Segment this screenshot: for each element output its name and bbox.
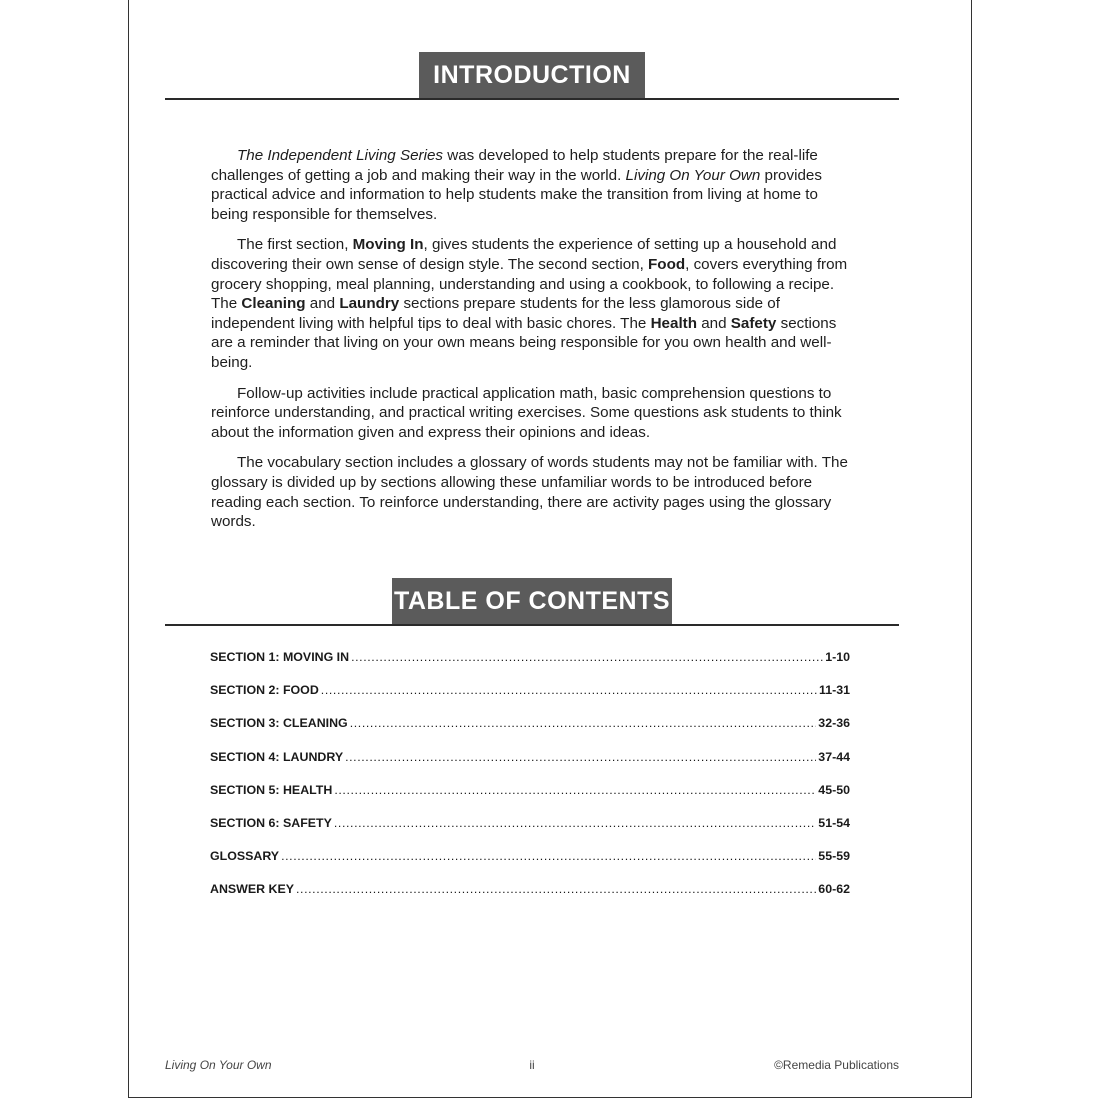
toc-title: TABLE OF CONTENTS [392,578,672,624]
introduction-body [211,146,859,543]
toc-leader-dots [350,716,817,730]
footer-page-number: ii [529,1058,535,1072]
toc-entry [210,882,850,915]
toc-entry [210,716,850,749]
toc-entry-pages: 60-62 [818,882,850,897]
toc-entry-pages: 45-50 [818,782,850,797]
toc-entry [210,816,850,849]
toc-entry-pages: 51-54 [818,815,850,830]
toc-entry-label: ANSWER KEY [210,882,294,897]
toc-leader-dots [281,849,816,863]
toc-entry [210,683,850,716]
toc-leader-dots [345,750,816,764]
table-of-contents [210,650,850,916]
bold-moving-in: Moving In [352,236,424,254]
toc-leader-dots [321,683,817,697]
toc-entry-label: SECTION 4: LAUNDRY [210,749,344,764]
bold-safety: Safety [730,314,777,332]
toc-entry-pages: 1-10 [825,650,850,664]
toc-rule [165,624,899,626]
toc-entry-pages: 37-44 [818,749,850,764]
toc-leader-dots [334,816,816,830]
toc-entry-pages: 55-59 [818,849,850,864]
bold-laundry: Laundry [339,295,400,313]
toc-entry-label: SECTION 1: MOVING IN [210,650,350,664]
toc-entry [210,650,850,683]
toc-entry [210,783,850,816]
toc-entry-label: GLOSSARY [210,849,280,864]
series-name: The Independent Living Series [237,147,444,164]
toc-entry-label: SECTION 2: FOOD [210,683,319,698]
toc-leader-dots [334,783,816,797]
toc-entry-label: SECTION 6: SAFETY [210,815,332,830]
footer-book-title: Living On Your Own [165,1058,272,1072]
book-name: Living On Your Own [625,166,761,184]
toc-entry-label: SECTION 5: HEALTH [210,782,333,797]
intro-paragraph-2: The first section, Moving In, gives students the experience of setting up a household and discovering their own sense of design style. The second section, Food, covers everything from grocery shopping, meal planning, understanding and using a cookbook, to following a recipe. The Cleaning and Laundry sections prepare students for the less glamorous side of independent living with helpful tips to deal with basic chores. The Health and Safety sections are a reminder that living on your own means being responsible for you own health and well-being. [211,236,848,371]
introduction-rule [165,98,899,100]
intro-paragraph-3: Follow-up activities include practical application math, basic comprehension questions to reinforce understanding, and practical writing exercises. Some questions ask students to think about the information given and express their opinions and ideas. [211,384,842,441]
page-footer [165,1058,899,1078]
bold-cleaning: Cleaning [241,295,306,313]
intro-paragraph-4: The vocabulary section includes a glossary of words students may not be familiar with. The glossary is divided up by sections allowing these unfamiliar words to be introduced before reading each section. To reinforce understanding, there are activity pages using the glossary words. [211,454,848,531]
bold-food: Food [648,255,686,273]
document-page [128,0,972,1098]
toc-leader-dots [351,650,823,664]
intro-paragraph-1: The Independent Living Series was developed to help students prepare for the real-life challenges of getting a job and making their way in the world. Living On Your Own provides practical advice and information to help students make the transition from living at home to being responsible for themselves. [211,147,822,223]
toc-entry-pages: 11-31 [818,683,850,698]
toc-leader-dots [296,882,816,896]
toc-entry [210,750,850,783]
footer-publisher: ©Remedia Publications [774,1058,899,1072]
toc-entry-label: SECTION 3: CLEANING [210,716,348,731]
toc-heading [165,578,899,626]
bold-health: Health [650,314,697,332]
introduction-heading [165,52,899,100]
toc-entry-pages: 32-36 [818,716,850,731]
toc-entry [210,849,850,882]
introduction-title: INTRODUCTION [419,52,645,98]
